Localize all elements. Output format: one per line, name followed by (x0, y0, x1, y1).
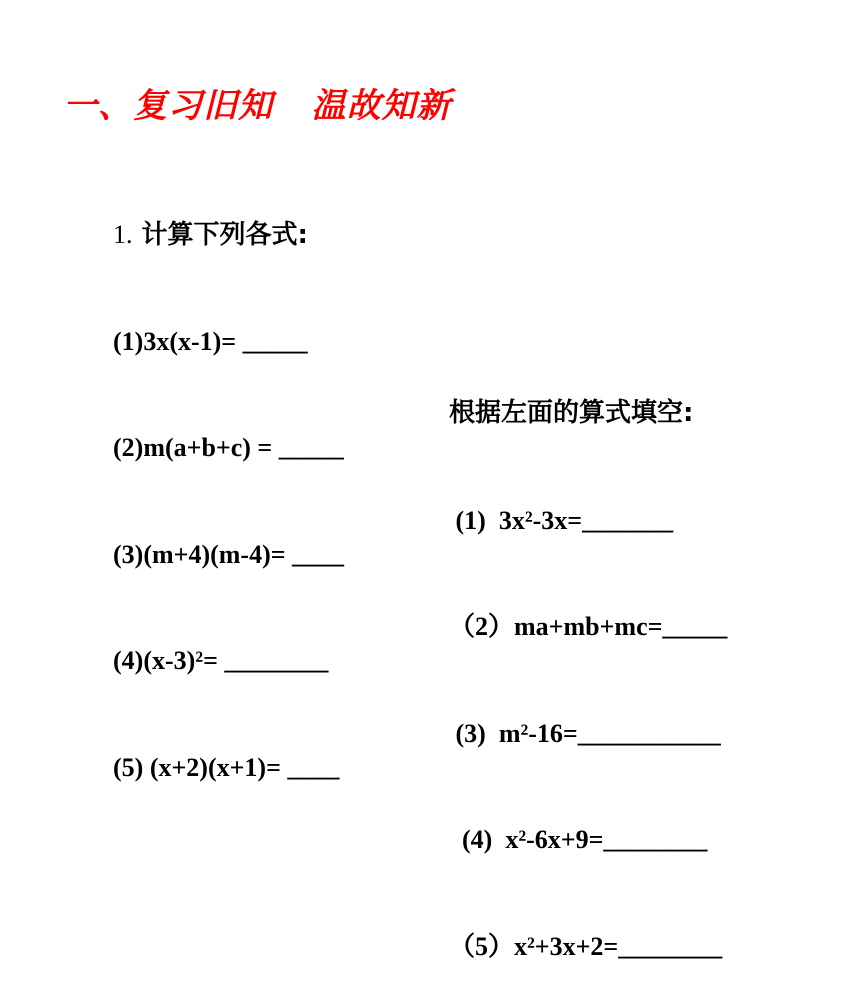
calculation-item-1: (1)3x(x-1)= _____ (113, 326, 308, 356)
fill-in-item-3: (3) m²-16=___________ (449, 718, 721, 748)
fill-in-item-1: (1) 3x²-3x=_______ (449, 505, 674, 535)
fill-in-list (449, 325, 727, 1000)
fill-in-item-4: (4) x²-6x+9=________ (449, 825, 708, 854)
calculation-heading (113, 217, 344, 253)
calculation-item-5: (5) (x+2)(x+1)= ____ (113, 752, 340, 782)
calculation-list (113, 146, 344, 821)
section-title: 一、复习旧知 温故知新 (63, 86, 452, 126)
calculation-item-4: (4)(x-3)²= ________ (113, 646, 329, 675)
fill-in-heading: 根据左面的算式填空: (449, 398, 694, 428)
calculation-item-2: (2)m(a+b+c) = _____ (113, 433, 344, 462)
fill-in-item-2: （2）ma+mb+mc=_____ (449, 612, 728, 641)
heading-text: 计算下列各式: (132, 220, 308, 250)
heading-number: 1. (113, 220, 133, 249)
calculation-item-3: (3)(m+4)(m-4)= ____ (113, 539, 345, 569)
fill-in-item-5: （5）x²+3x+2=________ (449, 931, 723, 961)
